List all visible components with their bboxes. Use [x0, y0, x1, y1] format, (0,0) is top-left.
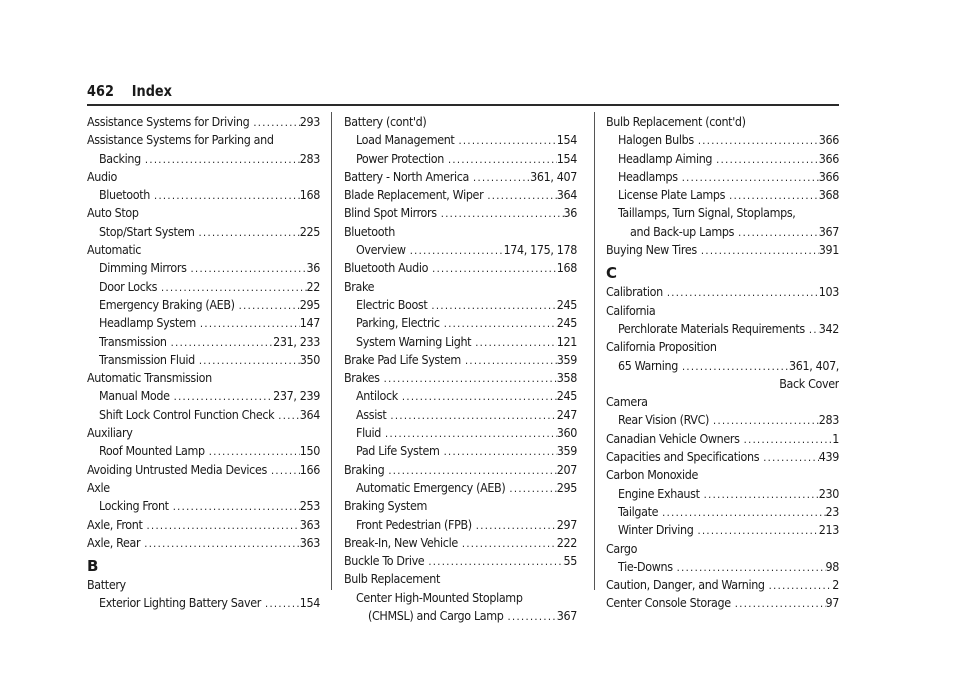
entry-page-ref: 361, 407 — [530, 168, 577, 184]
entry-page-ref: 366 — [818, 150, 839, 166]
index-entry — [606, 131, 839, 149]
index-entry — [606, 223, 839, 241]
dot-leader — [381, 425, 557, 442]
entry-page-ref: 283 — [818, 412, 839, 428]
index-entry — [87, 594, 320, 612]
entry-term: Perchlorate Materials Requirements — [618, 320, 805, 336]
entry-term: Blind Spot Mirrors — [344, 205, 437, 221]
index-entry — [87, 479, 320, 497]
index-entry — [606, 558, 839, 576]
entry-term: Avoiding Untrusted Media Devices — [87, 461, 267, 477]
dot-leader — [673, 559, 826, 576]
dot-leader — [694, 132, 819, 149]
entry-page-ref: 231, 233 — [273, 333, 320, 349]
entry-page-ref: 439 — [818, 449, 839, 465]
index-entry — [344, 424, 577, 442]
entry-page-ref: 147 — [299, 315, 320, 331]
entry-term: California — [606, 302, 656, 318]
entry-term: Audio — [87, 168, 117, 184]
dot-leader — [472, 517, 557, 534]
entry-term: Power Protection — [356, 150, 444, 166]
entry-term: Antilock — [356, 388, 398, 404]
entry-term: Transmission — [99, 333, 167, 349]
entry-term: Bluetooth Audio — [344, 260, 429, 276]
index-entry — [87, 296, 320, 314]
dot-leader — [428, 260, 557, 277]
index-entry — [606, 338, 839, 356]
index-entry — [606, 448, 839, 466]
entry-term: Assistance Systems for Parking and — [87, 132, 274, 148]
header-rule — [87, 104, 839, 106]
entry-term: Caution, Danger, and Warning — [606, 577, 765, 593]
entry-page-ref: 363 — [299, 516, 320, 532]
dot-leader — [759, 449, 819, 466]
entry-page-ref: 364 — [299, 406, 320, 422]
index-entry — [87, 461, 320, 479]
entry-page-ref: 360 — [556, 425, 577, 441]
index-entry — [87, 497, 320, 515]
entry-term: Assist — [356, 406, 387, 422]
index-entry — [344, 461, 577, 479]
entry-term: Headlamp System — [99, 315, 196, 331]
entry-page-ref: 207 — [556, 461, 577, 477]
dot-leader — [170, 388, 274, 405]
entry-term: Tailgate — [618, 503, 659, 519]
entry-term: Assistance Systems for Driving — [87, 114, 250, 129]
index-entry — [606, 320, 839, 338]
dot-leader — [725, 187, 819, 204]
index-entry — [87, 534, 320, 552]
index-entry — [344, 259, 577, 277]
dot-leader — [424, 553, 563, 570]
entry-page-ref: 237, 239 — [273, 388, 320, 404]
dot-leader — [678, 358, 789, 375]
entry-term: Battery (cont'd) — [344, 114, 427, 129]
dot-leader — [386, 407, 556, 424]
index-entry — [87, 369, 320, 387]
index-entry — [606, 113, 839, 131]
index-entry — [606, 393, 839, 411]
entry-term: Dimming Mirrors — [99, 260, 187, 276]
entry-term: Braking — [344, 461, 385, 477]
entry-term: Transmission Fluid — [99, 351, 195, 367]
index-entry — [87, 259, 320, 277]
entry-term: Front Pedestrian (FPB) — [356, 516, 472, 532]
entry-page-ref: 154 — [299, 595, 320, 611]
entry-term: Braking System — [344, 498, 427, 514]
entry-page-ref: 121 — [556, 333, 577, 349]
dot-leader — [267, 462, 300, 479]
entry-page-ref: 23 — [825, 503, 839, 519]
dot-leader — [167, 334, 274, 351]
dot-leader — [440, 443, 557, 460]
index-entry — [87, 314, 320, 332]
dot-leader — [261, 595, 300, 612]
dot-leader — [444, 151, 557, 168]
index-entry — [606, 540, 839, 558]
dot-leader — [731, 595, 826, 612]
entry-page-ref: 367 — [556, 608, 577, 624]
index-entry — [87, 150, 320, 168]
dot-leader — [693, 522, 818, 539]
entry-page-ref: 368 — [818, 187, 839, 203]
column-divider — [331, 112, 332, 590]
entry-term: Buckle To Drive — [344, 553, 425, 569]
index-entry — [344, 516, 577, 534]
entry-term: Brake Pad Life System — [344, 351, 461, 367]
dot-leader — [150, 187, 300, 204]
index-entry — [606, 186, 839, 204]
entry-term: Camera — [606, 394, 648, 410]
entry-term: California Proposition — [606, 339, 717, 355]
entry-page-ref: 391 — [818, 242, 839, 258]
entry-page-ref: 22 — [306, 278, 320, 294]
dot-leader — [461, 352, 557, 369]
entry-page-ref: 213 — [818, 522, 839, 538]
index-entry — [344, 351, 577, 369]
entry-term: System Warning Light — [356, 333, 472, 349]
entry-term: Exterior Lighting Battery Saver — [99, 595, 261, 611]
entry-page-ref: 168 — [556, 260, 577, 276]
entry-term: Brakes — [344, 370, 380, 386]
entry-term: Axle — [87, 479, 110, 495]
index-entry — [87, 186, 320, 204]
index-entry — [344, 113, 577, 131]
dot-leader — [712, 151, 819, 168]
entry-page-ref: 359 — [556, 351, 577, 367]
dot-leader — [195, 352, 300, 369]
index-entry — [344, 589, 577, 607]
dot-leader — [274, 407, 300, 424]
entry-term: Calibration — [606, 284, 663, 300]
entry-page-ref: 36 — [306, 260, 320, 276]
entry-term: Backing — [99, 150, 141, 166]
entry-term: Auto Stop — [87, 205, 139, 221]
entry-page-ref: 168 — [299, 187, 320, 203]
entry-term: Automatic Emergency (AEB) — [356, 479, 506, 495]
entry-term: Bluetooth — [99, 187, 150, 203]
index-entry — [344, 278, 577, 296]
dot-leader — [196, 315, 300, 332]
index-entry — [606, 521, 839, 539]
index-entry — [344, 150, 577, 168]
entry-term: Overview — [356, 242, 406, 258]
index-entry — [606, 576, 839, 594]
dot-leader — [187, 260, 307, 277]
index-entry — [87, 204, 320, 222]
entry-term: Rear Vision (RVC) — [618, 412, 710, 428]
index-entry — [344, 168, 577, 186]
entry-term: Winter Driving — [618, 522, 694, 538]
index-entry — [606, 466, 839, 484]
dot-leader — [471, 334, 557, 351]
entry-page-ref: 283 — [299, 150, 320, 166]
entry-term: Automatic Transmission — [87, 370, 212, 386]
entry-term: (CHMSL) and Cargo Lamp — [368, 608, 504, 624]
entry-page-ref: 361, 407, — [788, 357, 839, 373]
entry-page-ref: 293 — [299, 114, 320, 129]
dot-leader — [454, 132, 556, 149]
index-column-3 — [606, 113, 839, 613]
dot-leader — [195, 224, 300, 241]
entry-term: Manual Mode — [99, 388, 170, 404]
dot-leader — [765, 577, 833, 594]
index-entry — [87, 333, 320, 351]
entry-term: and Back-up Lamps — [630, 223, 735, 239]
index-entry — [87, 113, 320, 131]
index-entry — [87, 351, 320, 369]
dot-leader — [384, 462, 556, 479]
index-entry — [87, 406, 320, 424]
entry-page-ref: 364 — [556, 187, 577, 203]
dot-leader — [157, 279, 306, 296]
dot-leader — [740, 431, 833, 448]
index-entry — [87, 278, 320, 296]
index-entry — [87, 131, 320, 149]
entry-page-ref: 245 — [556, 296, 577, 312]
index-entry — [344, 387, 577, 405]
entry-term: Center High-Mounted Stoplamp — [356, 589, 523, 605]
index-entry — [344, 204, 577, 222]
entry-page-ref: 295 — [299, 296, 320, 312]
entry-term: Halogen Bulbs — [618, 132, 694, 148]
entry-term: Headlamp Aiming — [618, 150, 713, 166]
index-entry — [87, 576, 320, 594]
entry-page-ref: 245 — [556, 388, 577, 404]
entry-term: 65 Warning — [618, 357, 678, 373]
page-title: Index — [131, 82, 173, 100]
index-entry — [87, 387, 320, 405]
entry-page-ref: 36 — [563, 205, 577, 221]
index-entry — [344, 497, 577, 515]
entry-term: Back Cover — [779, 375, 839, 391]
index-entry — [344, 333, 577, 351]
index-entry — [87, 516, 320, 534]
entry-term: Carbon Monoxide — [606, 467, 699, 483]
index-entry — [606, 241, 839, 259]
entry-page-ref: 55 — [563, 553, 577, 569]
entry-page-ref: 358 — [556, 370, 577, 386]
entry-term: Canadian Vehicle Owners — [606, 430, 740, 446]
dot-leader — [380, 370, 557, 387]
dot-leader — [469, 169, 530, 186]
index-entry — [344, 406, 577, 424]
entry-term: Axle, Front — [87, 516, 143, 532]
index-entry — [606, 168, 839, 186]
dot-leader — [805, 321, 819, 338]
index-entry — [344, 534, 577, 552]
entry-page-ref: 245 — [556, 315, 577, 331]
entry-page-ref: 297 — [556, 516, 577, 532]
entry-page-ref: 367 — [818, 223, 839, 239]
dot-leader — [437, 205, 564, 222]
entry-page-ref: 366 — [818, 168, 839, 184]
dot-leader — [249, 114, 299, 131]
page-number: 462 — [87, 82, 114, 100]
dot-leader — [734, 224, 819, 241]
entry-term: Battery — [87, 577, 126, 593]
index-entry — [606, 594, 839, 612]
entry-term: Automatic — [87, 242, 142, 258]
index-entry — [344, 552, 577, 570]
index-entry — [606, 204, 839, 222]
index-entry — [87, 424, 320, 442]
entry-term: Emergency Braking (AEB) — [99, 296, 235, 312]
page-header — [87, 82, 729, 104]
dot-leader — [406, 242, 504, 259]
entry-term: Auxiliary — [87, 425, 133, 441]
index-entry — [344, 369, 577, 387]
entry-page-ref: 166 — [299, 461, 320, 477]
index-entry — [606, 150, 839, 168]
index-entry — [606, 503, 839, 521]
dot-leader — [398, 388, 557, 405]
entry-term: Buying New Tires — [606, 242, 697, 258]
index-entry — [344, 186, 577, 204]
index-entry — [87, 223, 320, 241]
entry-page-ref: 2 — [832, 577, 839, 593]
entry-page-ref: 174, 175, 178 — [503, 242, 577, 258]
index-entry — [606, 302, 839, 320]
entry-term: Roof Mounted Lamp — [99, 443, 205, 459]
dot-leader — [427, 297, 556, 314]
entry-page-ref: 363 — [299, 534, 320, 550]
entry-term: Capacities and Specifications — [606, 449, 760, 465]
dot-leader — [483, 187, 556, 204]
entry-term: Bulb Replacement (cont'd) — [606, 114, 746, 129]
entry-page-ref: 98 — [825, 558, 839, 574]
entry-page-ref: 150 — [299, 443, 320, 459]
entry-term: Pad Life System — [356, 443, 440, 459]
entry-term: Bluetooth — [344, 223, 395, 239]
entry-page-ref: 225 — [299, 223, 320, 239]
dot-leader — [678, 169, 819, 186]
section-letter: C — [606, 264, 618, 283]
dot-leader — [142, 517, 299, 534]
dot-leader — [235, 297, 300, 314]
index-entry — [344, 442, 577, 460]
dot-leader — [504, 608, 557, 625]
entry-term: Engine Exhaust — [618, 485, 700, 501]
entry-page-ref: 230 — [818, 485, 839, 501]
entry-page-ref: 253 — [299, 498, 320, 514]
entry-page-ref: 222 — [556, 534, 577, 550]
dot-leader — [440, 315, 557, 332]
index-entry — [344, 241, 577, 259]
index-entry — [344, 296, 577, 314]
entry-term: Headlamps — [618, 168, 678, 184]
entry-page-ref: 154 — [556, 150, 577, 166]
index-entry — [344, 223, 577, 241]
entry-term: Fluid — [356, 425, 382, 441]
index-entry — [606, 357, 839, 375]
entry-term: Cargo — [606, 540, 638, 556]
entry-page-ref: 366 — [818, 132, 839, 148]
dot-leader — [205, 443, 300, 460]
entry-term: Bulb Replacement — [344, 571, 441, 587]
index-entry — [87, 442, 320, 460]
entry-term: Tie-Downs — [618, 558, 673, 574]
entry-term: Break-In, New Vehicle — [344, 534, 458, 550]
entry-term: Door Locks — [99, 278, 158, 294]
index-entry — [606, 283, 839, 301]
index-entry — [606, 485, 839, 503]
entry-term: License Plate Lamps — [618, 187, 726, 203]
entry-page-ref: 359 — [556, 443, 577, 459]
entry-term: Stop/Start System — [99, 223, 195, 239]
entry-term: Brake — [344, 278, 375, 294]
index-entry — [87, 241, 320, 259]
dot-leader — [709, 412, 819, 429]
dot-leader — [663, 284, 819, 301]
dot-leader — [141, 151, 300, 168]
entry-page-ref: 350 — [299, 351, 320, 367]
index-entry — [606, 411, 839, 429]
entry-page-ref: 295 — [556, 479, 577, 495]
index-entry — [344, 131, 577, 149]
dot-leader — [505, 480, 556, 497]
entry-term: Parking, Electric — [356, 315, 440, 331]
column-divider — [594, 112, 595, 590]
dot-leader — [697, 242, 819, 259]
entry-term: Battery - North America — [344, 168, 469, 184]
entry-page-ref: 154 — [556, 132, 577, 148]
entry-term: Shift Lock Control Function Check — [99, 406, 275, 422]
dot-leader — [169, 498, 300, 515]
dot-leader — [140, 535, 300, 552]
entry-page-ref: 97 — [825, 595, 839, 611]
entry-term: Electric Boost — [356, 296, 428, 312]
index-entry — [344, 314, 577, 332]
entry-term: Load Management — [356, 132, 455, 148]
index-column-2 — [344, 113, 577, 625]
entry-term: Blade Replacement, Wiper — [344, 187, 484, 203]
dot-leader — [700, 486, 819, 503]
entry-term: Locking Front — [99, 498, 169, 514]
index-entry — [87, 168, 320, 186]
index-entry — [606, 375, 839, 393]
dot-leader — [458, 535, 557, 552]
entry-term: Axle, Rear — [87, 534, 141, 550]
index-entry — [344, 479, 577, 497]
dot-leader — [658, 504, 825, 521]
index-entry — [344, 607, 577, 625]
section-letter: B — [87, 557, 99, 576]
index-entry — [606, 430, 839, 448]
index-entry — [344, 570, 577, 588]
entry-page-ref: 103 — [818, 284, 839, 300]
index-column-1 — [87, 113, 320, 613]
entry-page-ref: 342 — [818, 320, 839, 336]
entry-page-ref: 1 — [832, 430, 839, 446]
entry-term: Center Console Storage — [606, 595, 731, 611]
entry-term: Taillamps, Turn Signal, Stoplamps, — [618, 205, 796, 221]
entry-page-ref: 247 — [556, 406, 577, 422]
